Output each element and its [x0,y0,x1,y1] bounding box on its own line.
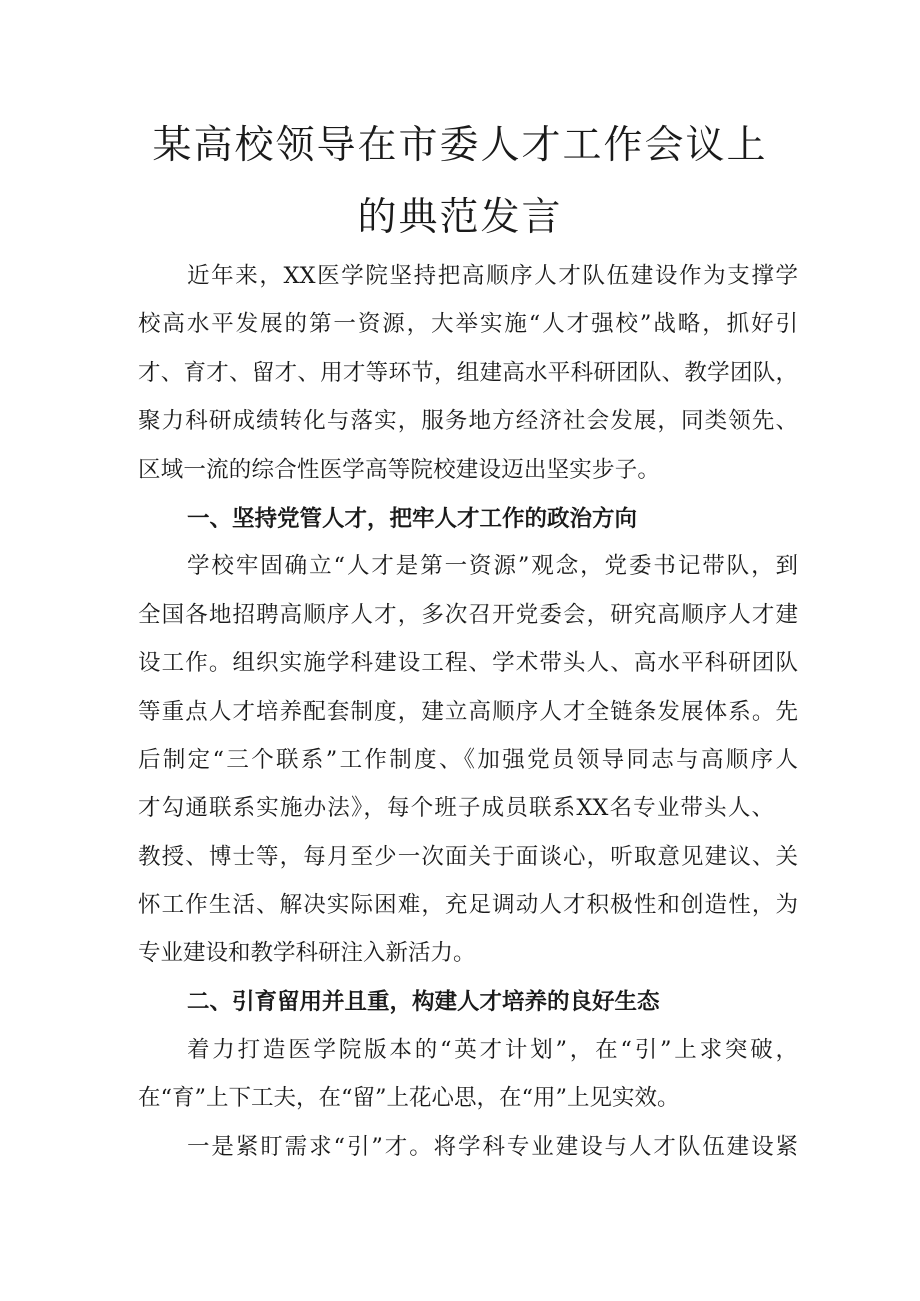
paragraph-1-line-2: 校高水平发展的第一资源，大举实施“人才强校”战略，抓好引 [138,311,798,337]
paragraph-2-line-8: 怀工作生活、解决实际困难，充足调动人才积极性和创造性，为 [138,892,798,918]
section-heading-2: 二、引育留用并且重，构建人才培养的良好生态 [187,989,660,1015]
paragraph-3-line-1: 着力打造医学院版本的“英才计划”，在“引”上求突破， [187,1037,798,1063]
section-heading-1: 一、坚持党管人才，把牢人才工作的政治方向 [187,506,638,532]
paragraph-2-line-1: 学校牢固确立“人才是第一资源”观念，党委书记带队，到 [187,553,798,579]
paragraph-1-line-4: 聚力科研成绩转化与落实，服务地方经济社会发展，同类领先、 [138,408,798,434]
paragraph-1-line-3: 才、育才、留才、用才等环节，组建高水平科研团队、教学团队， [138,360,798,386]
paragraph-2-line-6: 才勾通联系实施办法》，每个班子成员联系XX名专业带头人、 [138,795,774,821]
paragraph-4-line-1: 一是紧盯需求“引”才。将学科专业建设与人才队伍建设紧 [187,1134,798,1160]
paragraph-2-line-5: 后制定“三个联系”工作制度、《加强党员领导同志与高顺序人 [138,747,798,773]
document-title-line-2: 的典范发言 [357,195,563,240]
paragraph-1-line-1: 近年来，XX医学院坚持把高顺序人才队伍建设作为支撑学 [187,263,798,289]
paragraph-2-line-4: 等重点人才培养配套制度，建立高顺序人才全链条发展体系。先 [138,699,798,725]
paragraph-2-line-9: 专业建设和教学科研注入新活力。 [138,940,476,966]
paragraph-2-line-2: 全国各地招聘高顺序人才，多次召开党委会，研究高顺序人才建 [138,602,798,628]
paragraph-2-line-7: 教授、博士等，每月至少一次面关于面谈心，听取意见建议、关 [138,844,798,870]
paragraph-3-line-2: 在“育”上下工夫，在“留”上花心思，在“用”上见实效。 [138,1085,680,1111]
paragraph-1-line-5: 区域一流的综合性医学高等院校建设迈出坚实步子。 [138,457,661,483]
document-title-line-1: 某高校领导在市委人才工作会议上 [152,123,768,168]
paragraph-2-line-3: 设工作。组织实施学科建设工程、学术带头人、高水平科研团队 [138,650,798,676]
